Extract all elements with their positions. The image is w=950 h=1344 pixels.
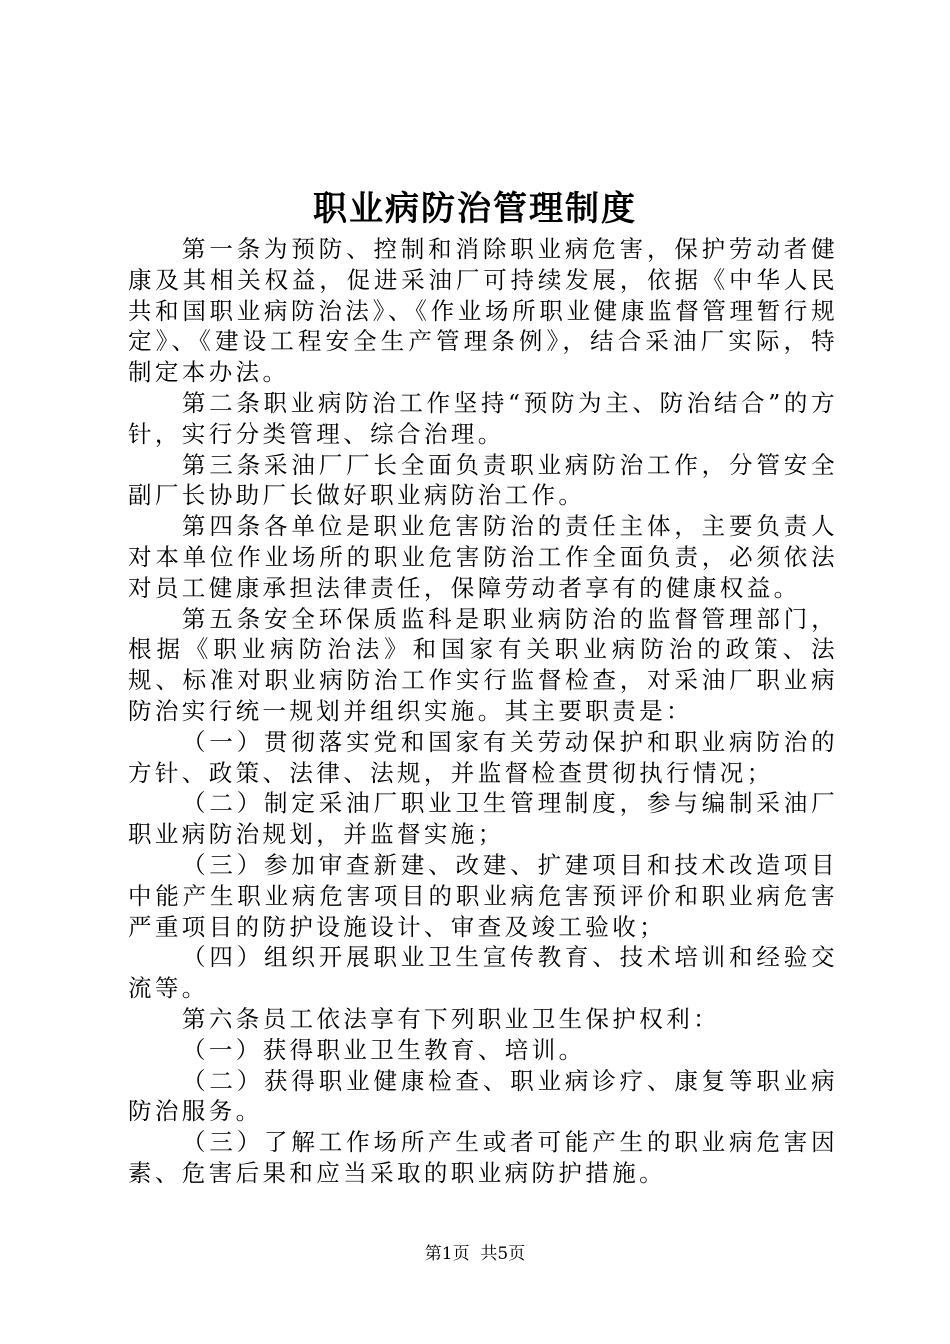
paragraph-article-6-item-1: （一）获得职业卫生教育、培训。 [182, 1035, 586, 1064]
paragraph-article-5-item-4: （四）组织开展职业卫生宣传教育、技术培训和经验交流等。 [128, 943, 838, 1003]
page-footer [0, 1242, 950, 1266]
paragraph-article-2: 第二条职业病防治工作坚持“预防为主、防治结合”的方针，实行分类管理、综合治理。 [128, 388, 838, 448]
paragraph-article-6-item-3: （三）了解工作场所产生或者可能产生的职业病危害因素、危害后果和应当采取的职业病防护措施。 [128, 1128, 838, 1187]
paragraph-article-3: 第三条采油厂厂长全面负责职业病防治工作，分管安全副厂长协助厂长做好职业病防治工作。 [128, 450, 838, 510]
paragraph-article-5: 第五条安全环保质监科是职业病防治的监督管理部门，根据《职业病防治法》和国家有关职业病防治的政策、法规、标准对职业病防治工作实行监督检查，对采油厂职业病防治实行统一规划并组织实施。其主要职责是： [128, 604, 838, 725]
paragraph-article-6-item-2: （二）获得职业健康检查、职业病诊疗、康复等职业病防治服务。 [128, 1066, 838, 1126]
paragraph-article-5-item-3: （三）参加审查新建、改建、扩建项目和技术改造项目中能产生职业病危害项目的职业病危害预评价和职业病危害严重项目的防护设施设计、审查及竣工验收； [128, 850, 838, 941]
document-title: 职业病防治管理制度 [313, 189, 637, 229]
paragraph-article-4: 第四条各单位是职业危害防治的责任主体，主要负责人对本单位作业场所的职业危害防治工作全面负责，必须依法对员工健康承担法律责任，保障劳动者享有的健康权益。 [128, 512, 838, 602]
page-number-total: 共5页 [480, 1244, 526, 1264]
footer-spacer [470, 1244, 481, 1264]
paragraph-article-5-item-1: （一）贯彻落实党和国家有关劳动保护和职业病防治的方针、政策、法律、法规，并监督检查贯彻执行情况； [128, 727, 838, 787]
page-number-current: 第1页 [424, 1244, 470, 1264]
paragraph-article-6: 第六条员工依法享有下列职业卫生保护权利： [182, 1004, 720, 1033]
document-body [128, 234, 838, 1189]
paragraph-article-1: 第一条为预防、控制和消除职业病危害，保护劳动者健康及其相关权益，促进采油厂可持续发展，依据《中华人民共和国职业病防治法》、《作业场所职业健康监督管理暂行规定》、《建设工程安全生产管理条例》，结合采油厂实际，特制定本办法。 [128, 235, 838, 387]
paragraph-article-5-item-2: （二）制定采油厂职业卫生管理制度，参与编制采油厂职业病防治规划，并监督实施； [128, 789, 838, 849]
